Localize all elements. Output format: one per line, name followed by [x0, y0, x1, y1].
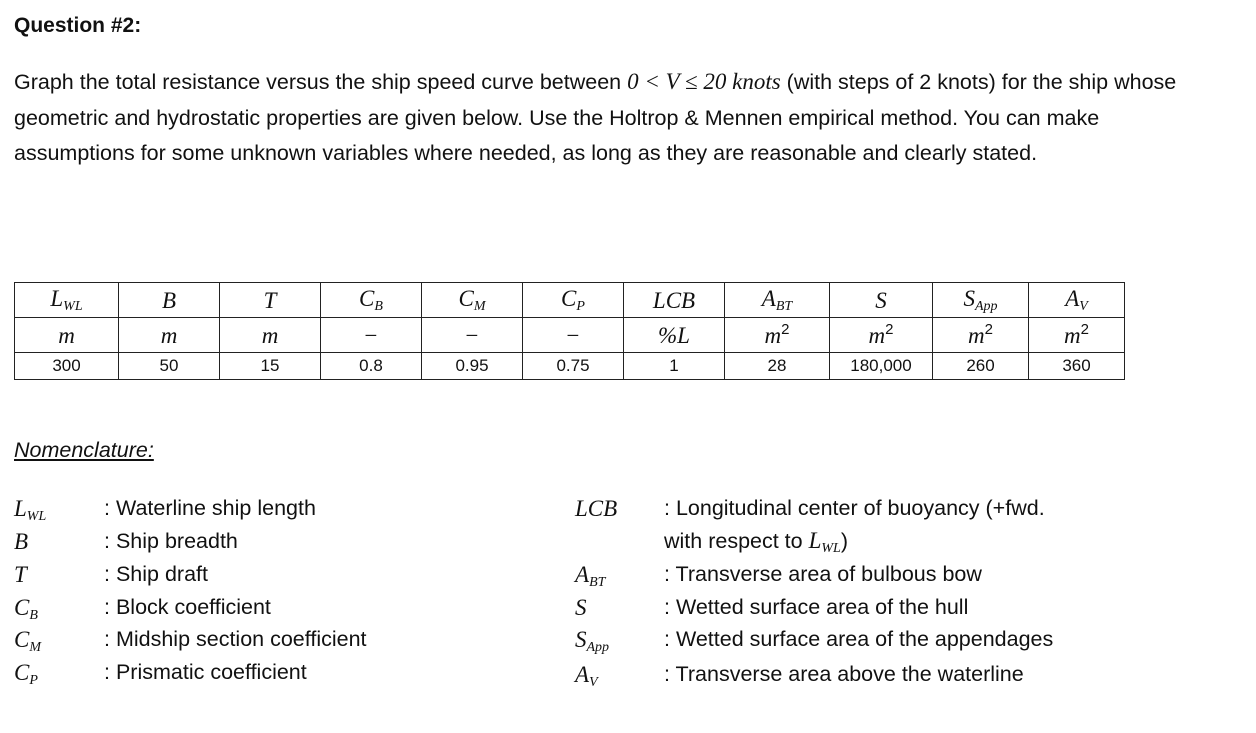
value-cell: 1 — [624, 353, 725, 380]
nom-description: : Wetted surface area of the appendages — [664, 627, 1054, 651]
value-cell: 50 — [119, 353, 220, 380]
symbol-cell: S — [830, 283, 933, 318]
unit-cell: $m^2$ — [725, 318, 830, 353]
speed-range-math: 0 < V ≤ 20 knots — [627, 69, 781, 94]
value-row — [15, 353, 1125, 380]
unit-row — [15, 318, 1125, 353]
nom-symbol: $S_{App}$ — [575, 627, 610, 655]
nom-symbol: $L_{WL}$ — [14, 496, 47, 524]
symbol-cell: $A_V$ — [1029, 283, 1125, 318]
unit-cell: − — [523, 318, 624, 353]
symbol-cell: $C_M$ — [422, 283, 523, 318]
nom-description-cont: with respect to $L_{WL}$) — [664, 528, 849, 556]
nom-description: : Midship section coefficient — [104, 627, 367, 651]
nom-symbol: $A_{BT}$ — [575, 562, 606, 590]
value-cell: 28 — [725, 353, 830, 380]
unit-cell: $m^2$ — [830, 318, 933, 353]
nom-description: : Ship breadth — [104, 529, 238, 553]
value-cell: 0.75 — [523, 353, 624, 380]
nom-description: : Ship draft — [104, 562, 208, 586]
ship-properties-table — [14, 282, 1125, 380]
unit-cell: m — [15, 318, 119, 353]
nom-symbol: $A_V$ — [575, 662, 598, 690]
unit-cell: − — [321, 318, 422, 353]
value-cell: 15 — [220, 353, 321, 380]
nom-description: : Transverse area of bulbous bow — [664, 562, 982, 586]
value-cell: 260 — [933, 353, 1029, 380]
nom-symbol: $C_M$ — [14, 627, 42, 655]
symbol-cell: $A_{BT}$ — [725, 283, 830, 318]
nom-description: : Transverse area above the waterline — [664, 662, 1024, 686]
nom-symbol: $C_P$ — [14, 660, 38, 688]
question-heading: Question #2: — [14, 14, 142, 37]
nom-description: : Prismatic coefficient — [104, 660, 307, 684]
symbol-cell: B — [119, 283, 220, 318]
symbol-cell: $C_B$ — [321, 283, 422, 318]
intro-part2: (with steps of 2 knots) for the ship whose geometric and hydrostatic properties are given below. Use the Holtrop & Mennen empirical method. You can make assumptions for some unknown variables where needed, as long as they are reasonable and clearly stated. — [14, 70, 1177, 165]
symbol-cell: $L_{WL}$ — [15, 283, 119, 318]
nom-description: : Wetted surface area of the hull — [664, 595, 969, 619]
symbol-cell: T — [220, 283, 321, 318]
unit-cell: $m^2$ — [1029, 318, 1125, 353]
unit-cell: − — [422, 318, 523, 353]
value-cell: 360 — [1029, 353, 1125, 380]
symbol-cell: $C_P$ — [523, 283, 624, 318]
nom-symbol: LCB — [575, 496, 618, 521]
symbol-row — [15, 283, 1125, 318]
nom-description: : Block coefficient — [104, 595, 271, 619]
value-cell: 300 — [15, 353, 119, 380]
nom-symbol: S — [575, 595, 587, 620]
nomenclature-title: Nomenclature: — [14, 438, 154, 462]
value-cell: 180,000 — [830, 353, 933, 380]
symbol-cell: LCB — [624, 283, 725, 318]
nom-description: : Longitudinal center of buoyancy (+fwd. — [664, 496, 1045, 520]
symbol-cell: $S_{App}$ — [933, 283, 1029, 318]
nom-symbol: $C_B$ — [14, 595, 38, 623]
unit-cell: $m^2$ — [933, 318, 1029, 353]
nom-symbol: T — [14, 562, 27, 587]
unit-cell: %L — [624, 318, 725, 353]
value-cell: 0.8 — [321, 353, 422, 380]
nom-description: : Waterline ship length — [104, 496, 316, 520]
question-text — [14, 64, 1214, 172]
unit-cell: m — [220, 318, 321, 353]
value-cell: 0.95 — [422, 353, 523, 380]
unit-cell: m — [119, 318, 220, 353]
intro-part1: Graph the total resistance versus the ship speed curve between — [14, 70, 628, 94]
nom-symbol: B — [14, 529, 29, 554]
